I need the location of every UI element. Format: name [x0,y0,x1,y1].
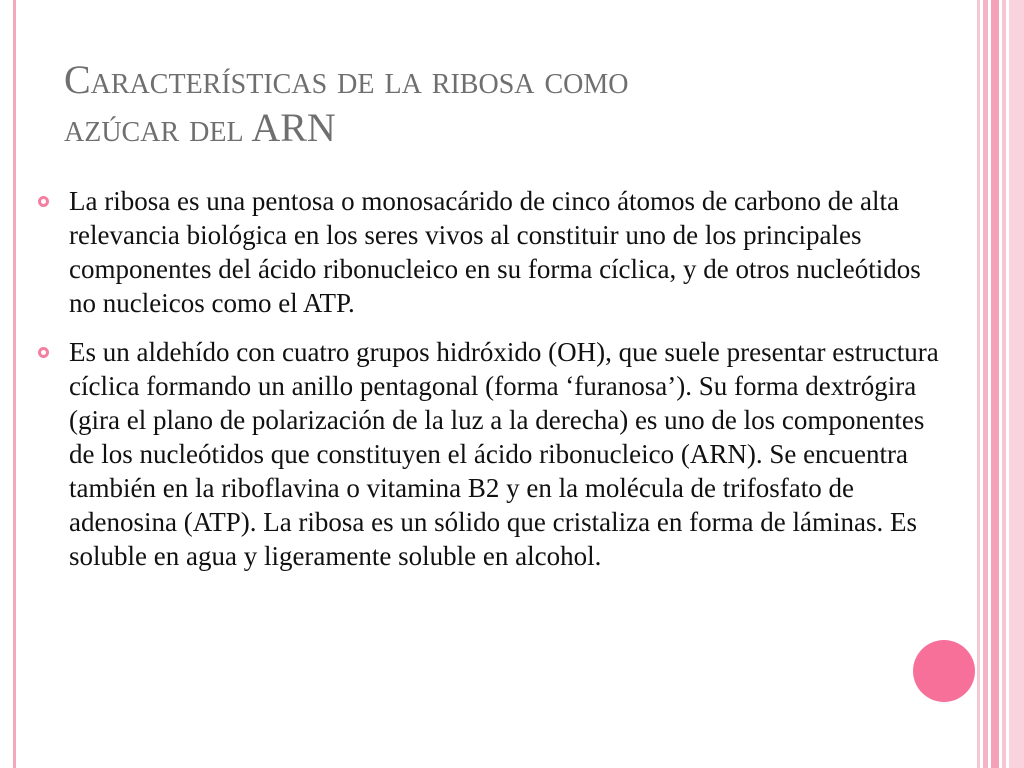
title-line-2: azúcar del ARN [64,105,336,150]
decorative-pink-circle [913,640,975,702]
bullet-item [38,184,943,320]
slide-title [64,56,944,152]
right-stripe [983,0,988,768]
bullet-circle-icon [38,347,49,358]
right-stripe [1002,0,1006,768]
left-frame-line [13,0,16,768]
right-stripe [1009,0,1024,768]
title-line-1: Características de la ribosa como [64,57,629,102]
bullet-item [38,335,943,573]
bullet-text: La ribosa es una pentosa o monosacárido de cinco átomos de carbono de alta relevancia biológica en los seres vivos al constituir uno de los principales componentes del ácido ribonucleico en su forma cíclica, y de otros nucleótidos no nucleicos como el ATP. [69,186,921,318]
right-stripe [977,0,980,768]
right-stripe [991,0,999,768]
bullet-text: Es un aldehído con cuatro grupos hidróxido (OH), que suele presentar estructura cíclica formando un anillo pentagonal (forma ‘furanosa’). Su forma dextrógira (gira el plano de polarización de la luz a la derecha) es uno de los componentes de los nucleótidos que constituyen el ácido ribonucleico (ARN). Se encuentra también en la riboflavina o vitamina B2 y en la molécula de trifosfato de adenosina (ATP). La ribosa es un sólido que cristaliza en forma de láminas. Es soluble en agua y ligeramente soluble en alcohol. [69,337,939,571]
bullet-circle-icon [38,196,49,207]
bullet-list [38,184,943,588]
